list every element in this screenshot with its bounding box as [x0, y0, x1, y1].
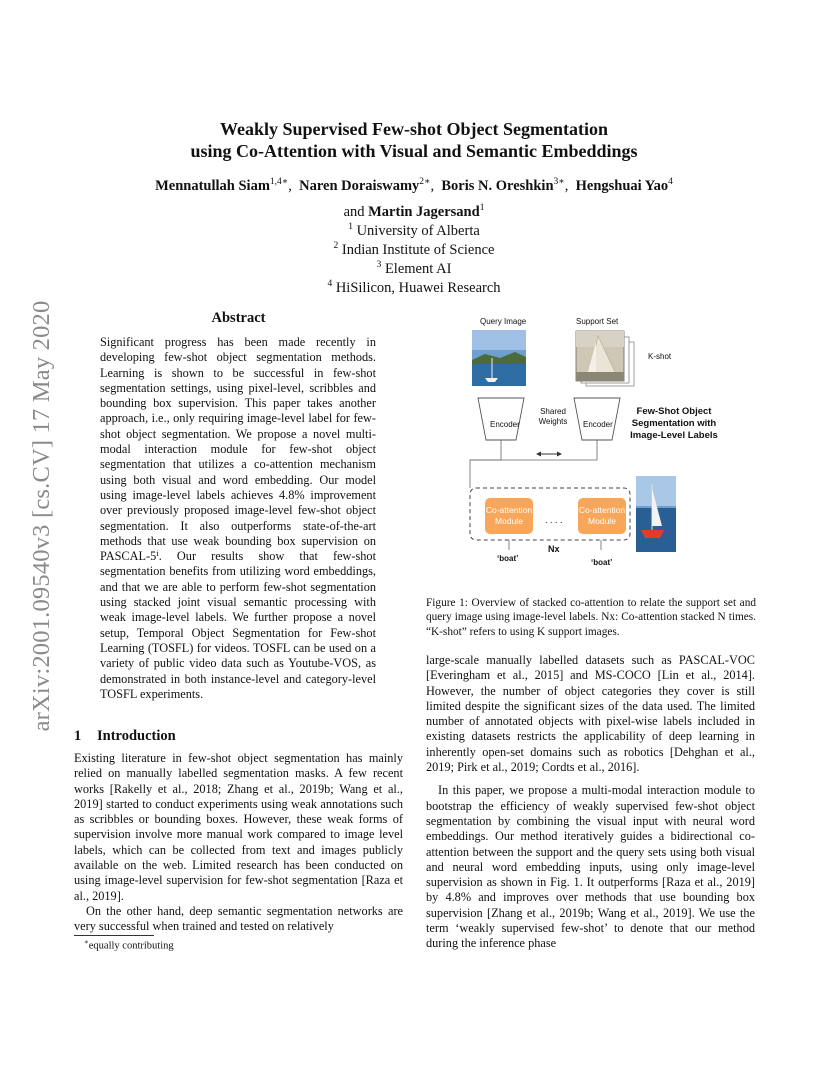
author-affiliation-mark: 1,4∗ [269, 177, 289, 187]
and-text: and [343, 203, 365, 220]
module-line-2: Module [495, 516, 523, 526]
author-list: Mennatullah Siam$^{1,4∗}$, Naren Doraiswamy$^{2∗}$, Boris N. Oreshkin$^{3∗}$, Hengshuai Yao$^4$ [155, 177, 673, 194]
figure-caption: Figure 1: Overview of stacked co-attention to relate the support set and query image using image-level labels. Nx: Co-attention stacked N times. “K-shot” refers to using K support images. [426, 597, 756, 638]
figure-1 [440, 312, 770, 582]
paragraph: On the other hand, deep semantic segmentation networks are very successful when trained and tested on relatively [74, 903, 403, 934]
paragraph: In this paper, we propose a multi-modal interaction module to bootstrap the efficiency of weakly supervised few-shot object segmentation by combining the visual input with neural word embeddings. Our method iteratively guides a bidirectional co-attention between the support and the query sets using both visual and neural word embedding inputs, using only image-level supervision as shown in Fig. 1. It outperforms [Raza et al., 2019] by 4.8% and improves over methods that use bounding box supervision [Zhang et al., 2019b; Wang et al., 2019]. We use the term ‘weakly supervised few-shot’ to denote that our method during the inference phase [426, 783, 755, 951]
abstract-heading: Abstract [211, 310, 266, 326]
paper-title-line-2: using Co-Attention with Visual and Semantic Embeddings [190, 141, 638, 161]
paragraph: large-scale manually labelled datasets such as PASCAL-VOC [Everingham et al., 2015] and MS-COCO [Lin et al., 2014]. However, the number of object categories they cover is still limited despite the significant sizes of the data used. The limited number of annotated objects with pixel-wise labels included in existing datasets restricts the applicability of deep learning in inherently open-set domains such as robotics [Dehghan et al., 2019; Pirk et al., 2019; Cordts et al., 2016]. [426, 653, 755, 775]
footnote-mark: ∗ [84, 938, 89, 946]
affiliation-mark: 3 [376, 260, 382, 270]
boat-label-right: ‘boat’ [591, 558, 613, 567]
segmentation-result-image [636, 476, 676, 552]
author-name: Boris N. Oreshkin [441, 177, 554, 194]
query-image [472, 330, 526, 386]
module-line-1: Co-attention [485, 505, 533, 515]
k-shot-label: K-shot [648, 352, 672, 361]
arxiv-sidebar [22, 272, 62, 760]
author-name: Hengshuai Yao [575, 177, 669, 194]
author-name: Mennatullah Siam [155, 177, 270, 194]
affiliation [0, 275, 828, 298]
connector [470, 440, 597, 460]
author-affiliation-mark: 3∗ [553, 177, 565, 187]
affiliation-mark: 4 [327, 279, 333, 289]
module-line-2: Module [588, 516, 616, 526]
encoder-right-label: Encoder [583, 420, 613, 429]
stack-dots: . . . . [545, 515, 563, 525]
affiliation-mark: 1 [348, 222, 353, 232]
paragraph: Existing literature in few-shot object segmentation has mainly relied on manually labelled segmentation masks. A few recent works [Rakelly et al., 2018; Zhang et al., 2019b; Wang et al., 2019] started to conduct experiments using weak annotations such as scribbles or bounding boxes. However, these weak forms of supervision involve more manual work compared to image level labels, which can be collected from text and images publicly available on the web. Limited research has been conducted on using image-level supervision for few-shot segmentation [Raza et al., 2019]. [74, 751, 403, 903]
figure-diagram [440, 312, 770, 582]
nx-label: Nx [548, 544, 560, 554]
co-attention-module-1 [485, 498, 533, 534]
arxiv-identifier: arXiv:2001.09540v3 [cs.CV] 17 May 2020 [28, 300, 55, 732]
affiliation-name: Element AI [384, 260, 452, 277]
footnote-text: equally contributing [88, 940, 174, 952]
encoder-right-shape [574, 398, 620, 440]
right-column-body [426, 653, 755, 952]
affiliation-name: Indian Institute of Science [341, 241, 495, 258]
encoder-left-shape [478, 398, 524, 440]
query-image-label: Query Image [480, 317, 527, 326]
boat-label-left: ‘boat’ [497, 554, 519, 563]
author-name: Martin Jagersand [368, 203, 480, 220]
module-line-1: Co-attention [578, 505, 626, 515]
section-title: Introduction [97, 728, 176, 744]
abstract-text: Significant progress has been made recently in developing few-shot object segmentation methods. Learning is shown to be successful in few-shot segmentation settings, using pixel-level, scribbles and bounding box supervision. This paper takes another approach, i.e., only requiring image-level label for few-shot object segmentation. We propose a novel multi-modal interaction module for few-shot object segmentation that utilizes a co-attention mechanism using both visual and word embedding. Our model using image-level labels achieves 4.8% improvement over previously proposed image-level few-shot object segmentation. It also outperforms state-of-the-art methods that use weak bounding box supervision on PASCAL-5ⁱ. Our results show that few-shot segmentation benefits from utilizing word embeddings, and that we are able to perform few-shot segmentation using stacked joint visual semantic processing with weak image-level labels. We further propose a novel setup, Temporal Object Segmentation for Few-shot Learning (TOSFL) for videos. TOSFL can be used on a variety of public video data such as Youtube-VOS, as demonstrated in both instance-level and category-level TOSFL experiments. [100, 335, 376, 701]
shared-weights-label: Shared Weights [538, 407, 568, 426]
author-affiliation-mark: 2∗ [419, 177, 431, 187]
author-affiliation-mark: 1 [479, 203, 485, 213]
co-attention-module-2 [578, 498, 626, 534]
section-heading [74, 728, 176, 745]
figure-title: Few-Shot Object Segmentation with Image-Level Labels [630, 406, 718, 441]
affiliation-name: University of Alberta [356, 222, 480, 239]
encoder-left-label: Encoder [490, 420, 520, 429]
author-name: Naren Doraiswamy [299, 177, 420, 194]
author-affiliation-mark: 4 [668, 177, 673, 187]
footnote [84, 938, 174, 952]
support-set-label: Support Set [576, 317, 619, 326]
introduction-body [74, 751, 403, 935]
footnote-rule [74, 935, 154, 936]
section-number: 1 [74, 728, 82, 744]
support-set-images [576, 331, 634, 386]
affiliation-mark: 2 [333, 241, 339, 251]
paper-title-line-1: Weakly Supervised Few-shot Object Segmentation [220, 119, 608, 139]
connector [470, 440, 501, 488]
affiliation-name: HiSilicon, Huawei Research [335, 279, 501, 296]
